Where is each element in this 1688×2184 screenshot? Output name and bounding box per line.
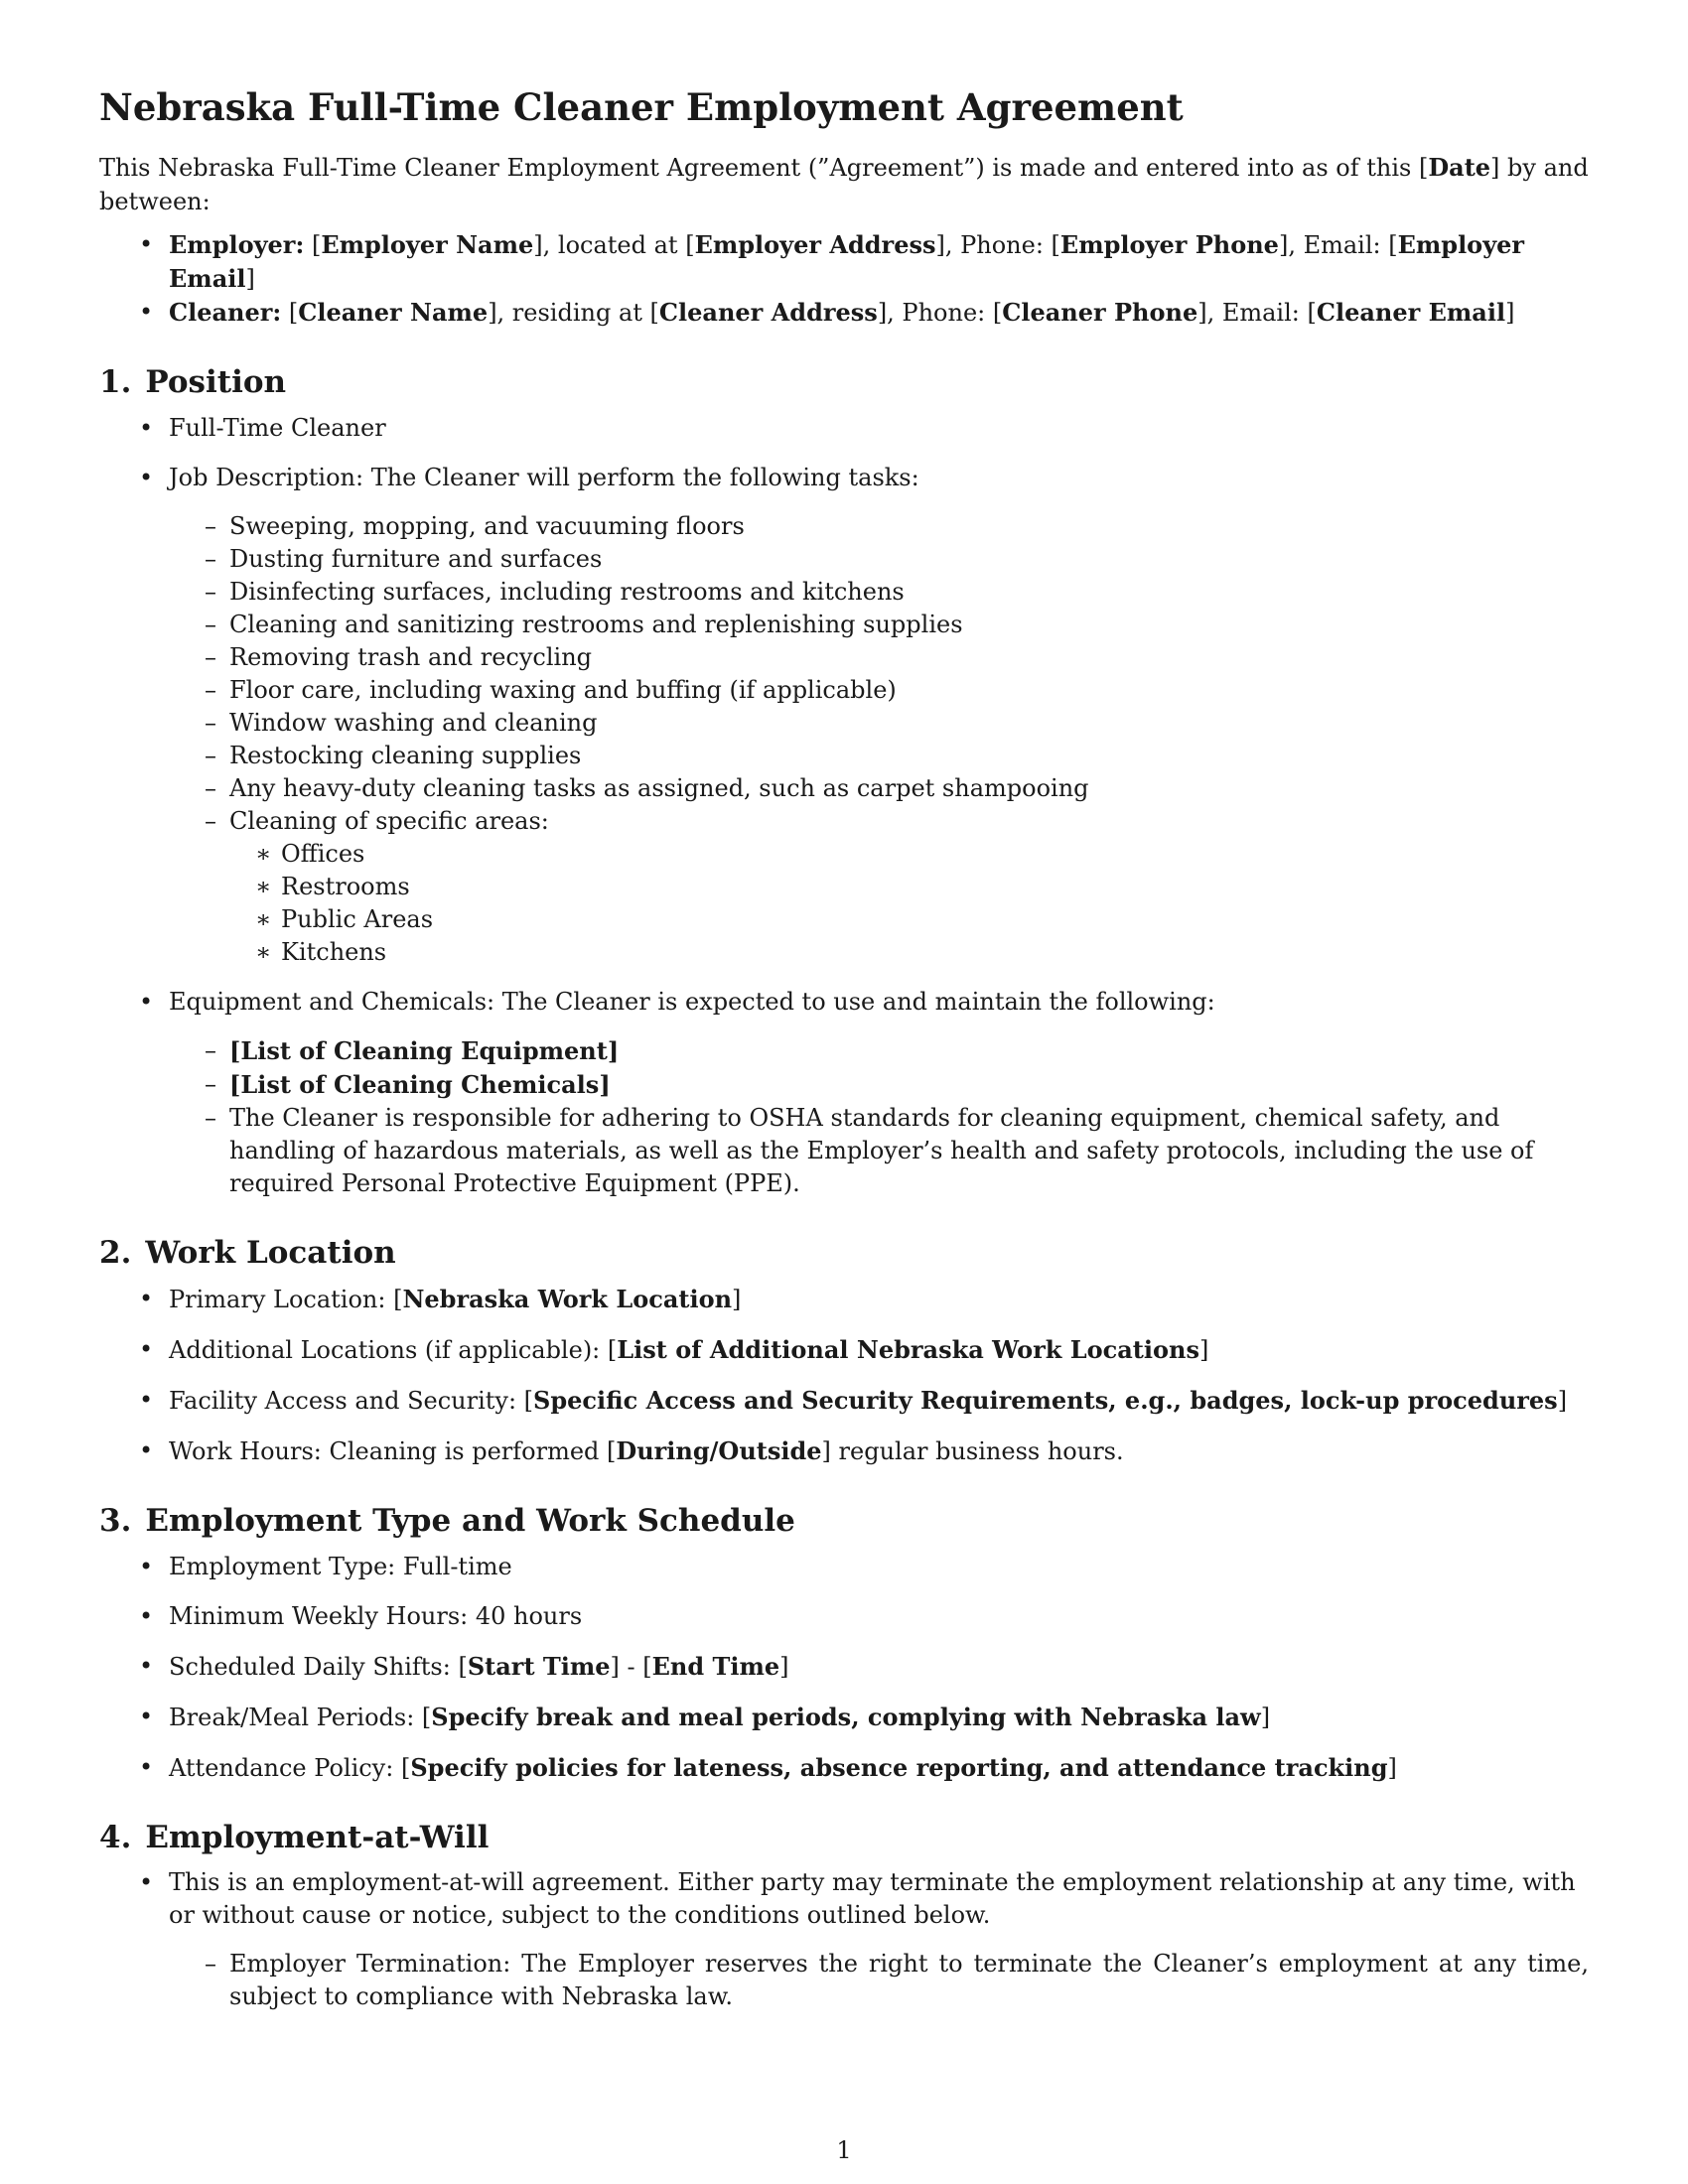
- work-hours-placeholder: During/Outside: [616, 1435, 822, 1465]
- equipment-list: [169, 1034, 1589, 1200]
- intro-paragraph: [99, 151, 1589, 218]
- at-will-text: This is an employment-at-will agreement. Either party may terminate the employment relationship at any time, with or without cause or notice, subject to the conditions outlined below.: [169, 1868, 1576, 1930]
- daily-shifts-item: • Scheduled Daily Shifts: [Start Time] - [End Time]: [99, 1650, 1589, 1684]
- section-1-heading: [99, 363, 1589, 402]
- break-meal-item: • Break/Meal Periods: [Specify break and meal periods, complying with Nebraska law]: [99, 1701, 1589, 1734]
- cleaner-address-placeholder: Cleaner Address: [658, 298, 878, 328]
- attendance-policy-placeholder: Specify policies for lateness, absence reporting, and attendance tracking: [410, 1752, 1388, 1782]
- section-4-heading: [99, 1819, 1589, 1857]
- task-item: – Floor care, including waxing and buffing (if applicable): [169, 674, 1589, 707]
- shifts-separator: ] - [: [610, 1652, 652, 1681]
- section-3-heading: [99, 1502, 1589, 1541]
- intro-text-after: ] by and between:: [99, 154, 1589, 216]
- task-item: – Removing trash and recycling: [169, 641, 1589, 674]
- parties-list: [99, 228, 1589, 330]
- task-item: – Sweeping, mopping, and vacuuming floors: [169, 510, 1589, 543]
- chemicals-list-text: List of Cleaning Chemicals: [240, 1070, 600, 1100]
- break-meal-label: Break/Meal Periods: [: [169, 1703, 432, 1731]
- at-will-item: [99, 1866, 1589, 2013]
- section-1-title: Position: [145, 364, 287, 401]
- section-4-list: [99, 1866, 1589, 2013]
- employer-termination-item: – Employer Termination: The Employer reserves the right to terminate the Cleaner’s employment at any time, subject to compliance with Nebraska law.: [169, 1948, 1589, 2013]
- section-1-list: [99, 412, 1589, 1200]
- cleaner-phone-label: ], Phone: [: [877, 299, 1003, 328]
- work-hours-item: [99, 1434, 1589, 1468]
- document-content: [99, 85, 1589, 2013]
- task-item: – Cleaning and sanitizing restrooms and replenishing supplies: [169, 609, 1589, 641]
- task-item: – Dusting furniture and surfaces: [169, 543, 1589, 576]
- section-2-list: [99, 1283, 1589, 1468]
- section-2-title: Work Location: [145, 1235, 396, 1272]
- document-title: Nebraska Full-Time Cleaner Employment Agreement: [99, 85, 1184, 129]
- employer-phone-label: ], Phone: [: [935, 231, 1060, 260]
- section-4-title: Employment-at-Will: [145, 1819, 490, 1855]
- work-hours-label: Work Hours: Cleaning is performed [: [169, 1436, 617, 1465]
- termination-list: [169, 1948, 1589, 2013]
- date-placeholder: Date: [1428, 153, 1491, 183]
- tasks-list: [169, 510, 1589, 969]
- task-item: – Window washing and cleaning: [169, 707, 1589, 740]
- section-2-heading: [99, 1234, 1589, 1273]
- attendance-policy-item: • Attendance Policy: [Specify policies for lateness, absence reporting, and attendance tracking]: [99, 1751, 1589, 1785]
- job-description-label: Job Description: The Cleaner will perform the following tasks:: [169, 464, 919, 492]
- osha-item: – The Cleaner is responsible for adhering to OSHA standards for cleaning equipment, chemical safety, and handling of hazardous materials, as well as the Employer’s health and safety protocols, including the use of required Personal Protective Equipment (PPE).: [169, 1102, 1589, 1200]
- employer-label: Employer:: [169, 230, 305, 260]
- attendance-policy-label: Attendance Policy: [: [169, 1753, 411, 1782]
- chemicals-list-placeholder: – [List of Cleaning Chemicals]: [169, 1068, 1589, 1102]
- employment-type-item: • Employment Type: Full-time: [99, 1551, 1589, 1583]
- section-4-number: 4.: [99, 1819, 132, 1855]
- facility-access-label: Facility Access and Security: [: [169, 1386, 534, 1415]
- areas-list: [229, 838, 1589, 969]
- facility-access-placeholder: Specific Access and Security Requirements, e.g., badges, lock-up procedures: [533, 1385, 1558, 1415]
- cleaner-label: Cleaner:: [169, 298, 282, 328]
- employer-email-placeholder: Employer Email: [169, 230, 1525, 294]
- work-hours-after: ] regular business hours.: [821, 1436, 1124, 1465]
- cleaner-residing-text: ], residing at [: [488, 299, 659, 328]
- equipment-list-placeholder: – [List of Cleaning Equipment]: [169, 1034, 1589, 1068]
- cleaner-email-label: ], Email: [: [1197, 299, 1317, 328]
- task-item: – Restocking cleaning supplies: [169, 740, 1589, 772]
- employer-located-text: ], located at [: [533, 231, 695, 260]
- party-employer: • Employer: [Employer Name], located at [Employer Address], Phone: [Employer Phone], Email: [Employer Email]: [99, 228, 1589, 296]
- task-item-specific-areas: [169, 805, 1589, 969]
- equipment-label: Equipment and Chemicals: The Cleaner is expected to use and maintain the following:: [169, 988, 1215, 1017]
- additional-locations-label: Additional Locations (if applicable): [: [169, 1335, 618, 1364]
- employer-name-placeholder: Employer Name: [321, 230, 534, 260]
- area-item: ∗ Kitchens: [229, 936, 1589, 969]
- equipment-list-text: List of Cleaning Equipment: [240, 1036, 608, 1066]
- break-meal-placeholder: Specify break and meal periods, complying with Nebraska law: [431, 1702, 1261, 1731]
- section-3-title: Employment Type and Work Schedule: [145, 1502, 795, 1539]
- start-time-placeholder: Start Time: [467, 1651, 611, 1681]
- cleaner-email-placeholder: Cleaner Email: [1316, 298, 1506, 328]
- intro-text-before: This Nebraska Full-Time Cleaner Employment Agreement (”Agreement”) is made and entered into as of this [: [99, 154, 1429, 183]
- equipment-item: [99, 986, 1589, 1200]
- primary-location-placeholder: Nebraska Work Location: [402, 1284, 733, 1313]
- task-item: – Any heavy-duty cleaning tasks as assigned, such as carpet shampooing: [169, 772, 1589, 805]
- additional-locations-placeholder: List of Additional Nebraska Work Locations: [617, 1334, 1199, 1364]
- facility-access-item: • Facility Access and Security: [Specific Access and Security Requirements, e.g., badges, lock-up procedures]: [99, 1384, 1589, 1418]
- cleaner-phone-placeholder: Cleaner Phone: [1002, 298, 1198, 328]
- employer-email-label: ], Email: [: [1278, 231, 1398, 260]
- specific-areas-label: Cleaning of specific areas:: [229, 807, 549, 836]
- area-item: ∗ Restrooms: [229, 871, 1589, 903]
- section-3-list: [99, 1551, 1589, 1785]
- area-item: ∗ Public Areas: [229, 903, 1589, 936]
- employer-phone-placeholder: Employer Phone: [1059, 230, 1279, 260]
- area-item: ∗ Offices: [229, 838, 1589, 871]
- section-2-number: 2.: [99, 1235, 132, 1272]
- position-item: • Full-Time Cleaner: [99, 412, 1589, 445]
- daily-shifts-label: Scheduled Daily Shifts: [: [169, 1652, 468, 1681]
- section-1-number: 1.: [99, 364, 132, 401]
- page-number: 1: [836, 2136, 852, 2164]
- additional-locations-item: • Additional Locations (if applicable): [List of Additional Nebraska Work Locations]: [99, 1333, 1589, 1367]
- primary-location-label: Primary Location: [: [169, 1285, 403, 1313]
- primary-location-item: • Primary Location: [Nebraska Work Location]: [99, 1283, 1589, 1316]
- party-cleaner: • Cleaner: [Cleaner Name], residing at [Cleaner Address], Phone: [Cleaner Phone], Email: [Cleaner Email]: [99, 296, 1589, 330]
- section-3-number: 3.: [99, 1502, 132, 1539]
- end-time-placeholder: End Time: [651, 1651, 780, 1681]
- task-item: – Disinfecting surfaces, including restrooms and kitchens: [169, 576, 1589, 609]
- employer-address-placeholder: Employer Address: [694, 230, 936, 260]
- cleaner-name-placeholder: Cleaner Name: [298, 298, 489, 328]
- job-description-item: [99, 462, 1589, 969]
- minimum-hours-item: • Minimum Weekly Hours: 40 hours: [99, 1600, 1589, 1633]
